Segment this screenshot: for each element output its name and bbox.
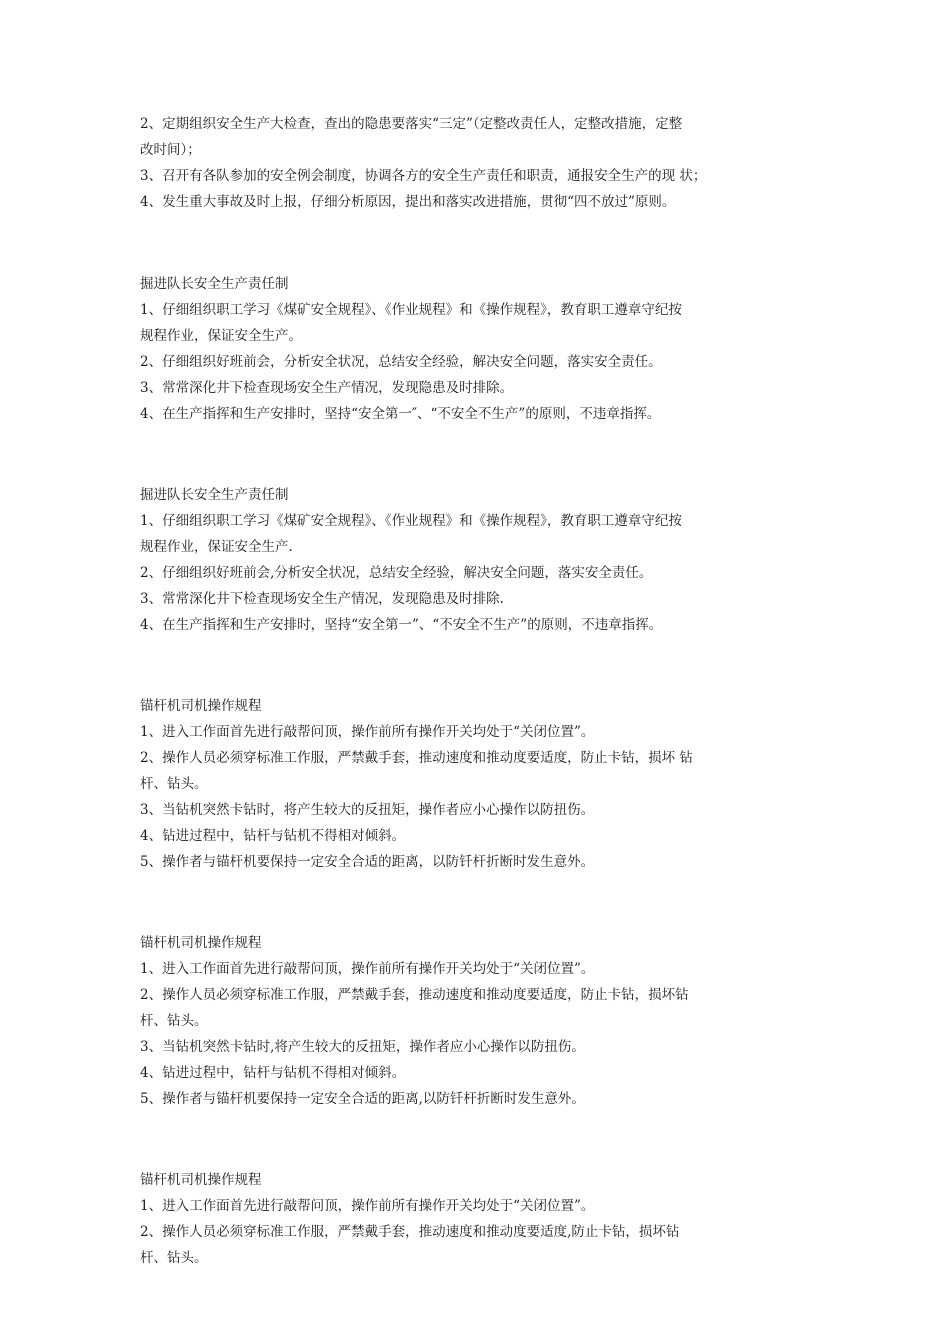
paragraph-line: 2、仔细组织好班前会,分析安全状况，总结安全经验，解决安全问题，落实安全责任。 — [140, 565, 653, 581]
paragraph-line: 杆、钻头。 — [140, 1013, 208, 1029]
paragraph-line: 1、进入工作面首先进行敲帮问顶，操作前所有操作开关均处于“关闭位置”。 — [140, 961, 595, 977]
paragraph-line: 4、钻进过程中，钻杆与钻机不得相对倾斜。 — [140, 828, 406, 844]
paragraph-line: 4、在生产指挥和生产安排时，坚持“安全第一″、“不安全不生产”的原则，不违章指挥。 — [140, 406, 661, 422]
paragraph-line: 3、召开有各队参加的安全例会制度，协调各方的安全生产责任和职责，通报安全生产的现 状； — [140, 168, 707, 184]
paragraph-line: 1、进入工作面首先进行敲帮问顶，操作前所有操作开关均处于“关闭位置”。 — [140, 724, 595, 740]
paragraph-line: 1、仔细组织职工学习《煤矿安全规程》、《作业规程》和《操作规程》，教育职工遵章守纪按 — [140, 513, 682, 529]
section-title: 锚杆机司机操作规程 — [140, 935, 262, 951]
paragraph-line: 2、定期组织安全生产大检查，查出的隐患要落实“三定”（定整改责任人，定整改措施，定整 — [140, 116, 683, 132]
paragraph-line: 3、常常深化井下检查现场安全生产情况，发现隐患及时排除. — [140, 591, 504, 607]
section-bolter-operating-rules-2 — [140, 930, 816, 1112]
paragraph-line: 杆、钻头。 — [140, 776, 208, 792]
paragraph-line: 4、发生重大事故及时上报，仔细分析原因，提出和落实改进措施，贯彻“四不放过”原则。 — [140, 194, 676, 210]
paragraph-line: 规程作业，保证安全生产. — [140, 539, 293, 555]
section-bolter-operating-rules-3 — [140, 1167, 816, 1271]
paragraph-line: 改时间）； — [140, 142, 201, 158]
section-spacer — [140, 215, 816, 271]
paragraph-line: 1、仔细组织职工学习《煤矿安全规程》、《作业规程》和《操作规程》，教育职工遵章守纪按 — [140, 302, 682, 318]
paragraph-line: 3、当钻机突然卡钻时，将产生较大的反扭矩，操作者应小心操作以防扭伤。 — [140, 802, 595, 818]
document-page — [140, 111, 816, 1271]
section-title: 锚杆机司机操作规程 — [140, 698, 262, 714]
section-team-leader-responsibility-2 — [140, 482, 816, 638]
paragraph-line: 2、操作人员必须穿标准工作服，严禁戴手套，推动速度和推动度要适度，防止卡钻，损坏 钻 — [140, 750, 693, 766]
paragraph-line: 4、钻进过程中，钻杆与钻机不得相对倾斜。 — [140, 1065, 406, 1081]
paragraph-line: 规程作业，保证安全生产。 — [140, 328, 302, 344]
paragraph-line: 5、操作者与锚杆机要保持一定安全合适的距离,以防钎杆折断时发生意外。 — [140, 1091, 585, 1107]
section-spacer — [140, 638, 816, 693]
section-team-leader-responsibility-1 — [140, 271, 816, 427]
paragraph-line: 2、操作人员必须穿标准工作服，严禁戴手套，推动速度和推动度要适度,防止卡钻，损坏钻 — [140, 1224, 680, 1240]
section-spacer — [140, 1112, 816, 1167]
paragraph-line: 2、操作人员必须穿标准工作服，严禁戴手套，推动速度和推动度要适度，防止卡钻，损坏钻 — [140, 987, 689, 1003]
section-title: 掘进队长安全生产责任制 — [140, 276, 289, 292]
paragraph-line: 4、在生产指挥和生产安排时，坚持“安全第一”、“不安全不生产”的原则，不违章指挥。 — [140, 617, 663, 633]
section-spacer — [140, 427, 816, 482]
paragraph-line: 2、仔细组织好班前会，分析安全状况，总结安全经验，解决安全问题，落实安全责任。 — [140, 354, 662, 370]
section-title: 掘进队长安全生产责任制 — [140, 487, 289, 503]
paragraph-line: 1、进入工作面首先进行敲帮问顶，操作前所有操作开关均处于“关闭位置”。 — [140, 1198, 595, 1214]
section-spacer — [140, 875, 816, 930]
section-title: 锚杆机司机操作规程 — [140, 1172, 262, 1188]
paragraph-line: 杆、钻头。 — [140, 1250, 208, 1266]
section-bolter-operating-rules-1 — [140, 693, 816, 875]
paragraph-line: 3、常常深化井下检查现场安全生产情况，发现隐患及时排除。 — [140, 380, 514, 396]
paragraph-line: 3、当钻机突然卡钻时,将产生较大的反扭矩，操作者应小心操作以防扭伤。 — [140, 1039, 585, 1055]
section-safety-duties-continued — [140, 111, 816, 215]
paragraph-line: 5、操作者与锚杆机要保持一定安全合适的距离，以防钎杆折断时发生意外。 — [140, 854, 595, 870]
